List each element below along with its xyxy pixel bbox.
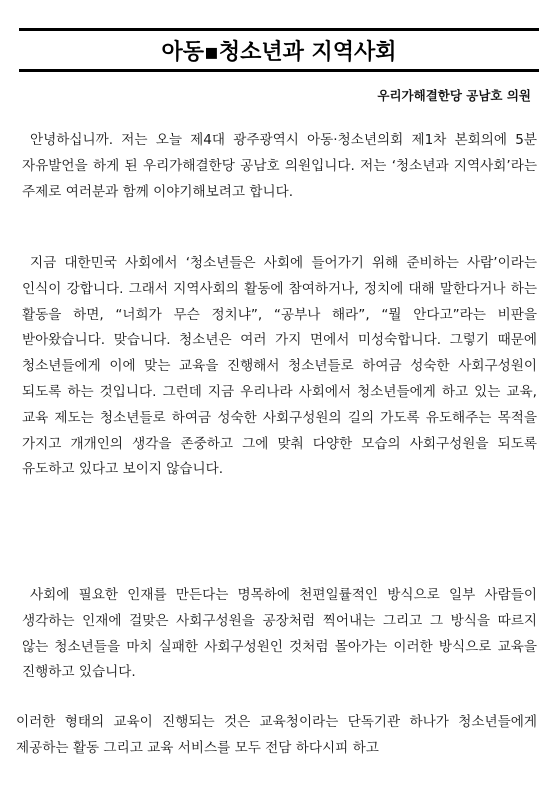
- paragraph-2: 지금 대한민국 사회에서 ‘청소년들은 사회에 들어가기 위해 준비하는 사람’이라는 인식이 강합니다. 그래서 지역사회의 활동에 참여하거나, 정치에 대해 말한다거나 하는 활동을 하면, “너희가 무슨 정치냐”, “공부나 해라”, “뭘 안다고”라는 비판을 받아왔습니다. 맞습니다. 청소년은 여러 가지 면에서 미성숙합니다. 그렇기 때문에 청소년들에게 이에 맞는 교육을 진행해서 청소년들로 하여금 성숙한 사회구성원이 되도록 하는 것입니다. 그런데 지금 우리나라 사회에서 청소년들에게 하고 있는 교육, 교육 제도는 청소년들로 하여금 성숙한 사회구성원의 길의 가도록 유도해주는 목적을 가지고 개개인의 생각을 존중하고 그에 맞춰 다양한 모습의 사회구성원을 되도록 유도하고 있다고 보이지 않습니다.: [22, 255, 537, 478]
- author-line: 우리가해결한당 공남호 의원: [377, 88, 531, 103]
- paragraph-1: 안녕하십니까. 저는 오늘 제4대 광주광역시 아동·청소년의회 제1차 본회의에 5분 자유발언을 하게 된 우리가해결한당 공남호 의원입니다. 저는 ‘청소년과 지역사회’라는 주제로 여러분과 함께 이야기해보려고 합니다.: [22, 132, 537, 200]
- paragraph-3: 사회에 필요한 인재를 만든다는 명목하에 천편일률적인 방식으로 일부 사람들이 생각하는 인재에 걸맞은 사회구성원을 공장처럼 찍어내는 그리고 그 방식을 따르지 않는 청소년들을 마치 실패한 사회구성원인 것처럼 몰아가는 이러한 방식으로 교육을 진행하고 있습니다.: [22, 587, 537, 681]
- paragraph-4: 이러한 형태의 교육이 진행되는 것은 교육청이라는 단독기관 하나가 청소년들에게 제공하는 활동 그리고 교육 서비스를 모두 전담 하다시피 하고: [16, 714, 537, 756]
- page-title: 아동▪청소년과 지역사회: [161, 39, 397, 65]
- title-banner: [19, 28, 539, 72]
